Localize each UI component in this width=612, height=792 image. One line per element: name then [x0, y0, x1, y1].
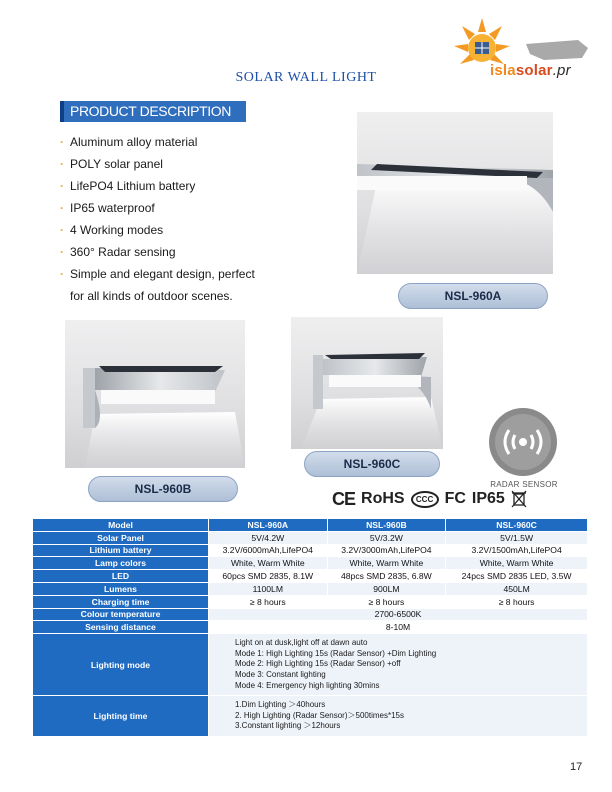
table-cell: 3.2V/3000mAh,LifePO4 [327, 544, 446, 557]
table-cell [209, 696, 588, 737]
table-cell: ≥ 8 hours [446, 595, 588, 608]
model-label-960a: NSL-960A [398, 283, 548, 309]
row-label: Lamp colors [33, 557, 209, 570]
header-cell: NSL-960C [446, 519, 588, 532]
table-row [33, 696, 588, 737]
page-number: 17 [570, 761, 583, 773]
row-label: Lighting time [33, 696, 209, 737]
page-title: SOLAR WALL LIGHT [235, 70, 377, 85]
mode-line: Light on at dusk,light off at dawn auto [235, 638, 368, 648]
list-item: for all kinds of outdoor scenes. [70, 289, 233, 303]
time-line: 1.Dim Lighting ＞40hours [235, 700, 326, 710]
table-cell: 8-10M [209, 621, 588, 634]
weee-bin-icon [511, 490, 527, 508]
product-photo-960a [357, 112, 553, 274]
ccc-mark: CCC [411, 491, 439, 508]
table-cell: 1100LM [209, 582, 328, 595]
table-row [33, 544, 588, 557]
row-label: Lumens [33, 582, 209, 595]
ce-mark: CE [332, 488, 356, 509]
row-label: Sensing distance [33, 621, 209, 634]
table-row [33, 621, 588, 634]
table-row [33, 531, 588, 544]
product-photo-960b [65, 320, 245, 468]
table-cell: 450LM [446, 582, 588, 595]
table-cell: 3.2V/6000mAh,LifePO4 [209, 544, 328, 557]
row-label: Solar Panel [33, 531, 209, 544]
mode-line: Mode 4: Emergency high lighting 30mins [235, 680, 380, 690]
certification-marks [332, 488, 527, 510]
table-cell: White, Warm White [327, 557, 446, 570]
table-cell: 900LM [327, 582, 446, 595]
product-photo-960c [291, 317, 443, 449]
model-label-960c: NSL-960C [304, 451, 440, 477]
row-label: LED [33, 570, 209, 583]
list-item: · Aluminum alloy material [60, 131, 255, 153]
table-cell: 24pcs SMD 2835 LED, 3.5W [446, 570, 588, 583]
table-header-row [33, 519, 588, 532]
table-cell: 5V/1.5W [446, 531, 588, 544]
table-row [33, 608, 588, 621]
table-row [33, 582, 588, 595]
time-line: 3.Constant lighting ＞12hours [235, 721, 341, 731]
table-cell [209, 634, 588, 696]
list-item: · IP65 waterproof [60, 197, 255, 219]
table-cell: ≥ 8 hours [327, 595, 446, 608]
row-label: Colour temperature [33, 608, 209, 621]
table-cell: 5V/4.2W [209, 531, 328, 544]
mode-line: Mode 1: High Lighting 15s (Radar Sensor) +Dim Lighting [235, 648, 437, 658]
mode-line: Mode 3: Constant lighting [235, 669, 326, 679]
mode-line: Mode 2: High Lighting 15s (Radar Sensor) +off [235, 659, 401, 669]
list-item: · 360° Radar sensing [60, 241, 255, 263]
header-cell: NSL-960A [209, 519, 328, 532]
table-cell: 3.2V/1500mAh,LifePO4 [446, 544, 588, 557]
section-header: PRODUCT DESCRIPTION [60, 101, 246, 122]
table-cell: 2700-6500K [209, 608, 588, 621]
list-item: · 4 Working modes [60, 219, 255, 241]
row-label: Charging time [33, 595, 209, 608]
table-cell: ≥ 8 hours [209, 595, 328, 608]
table-row [33, 634, 588, 696]
table-cell: White, Warm White [209, 557, 328, 570]
header-cell: Model [33, 519, 209, 532]
radar-sensor-icon [487, 406, 559, 478]
radar-sensor-label: RADAR SENSOR [490, 480, 558, 489]
table-cell: 60pcs SMD 2835, 8.1W [209, 570, 328, 583]
table-row [33, 595, 588, 608]
model-label-960b: NSL-960B [88, 476, 238, 502]
list-item: · POLY solar panel [60, 153, 255, 175]
logo-wordmark: islasolar.pr [490, 62, 571, 79]
table-cell: White, Warm White [446, 557, 588, 570]
rohs-mark: RoHS [361, 490, 405, 507]
fc-mark: FC [444, 490, 466, 507]
spec-table [32, 518, 588, 737]
header-cell: NSL-960B [327, 519, 446, 532]
row-label: Lighting mode [33, 634, 209, 696]
table-cell: 5V/3.2W [327, 531, 446, 544]
feature-list [60, 131, 255, 307]
table-row [33, 570, 588, 583]
list-item: · Simple and elegant design, perfect [60, 263, 255, 285]
time-line: 2. High Lighting (Radar Sensor)＞500times*15s [235, 710, 404, 720]
list-item: · LifePO4 Lithium battery [60, 175, 255, 197]
table-row [33, 557, 588, 570]
ip65-mark: IP65 [471, 490, 505, 507]
row-label: Lithium battery [33, 544, 209, 557]
table-cell: 48pcs SMD 2835, 6.8W [327, 570, 446, 583]
